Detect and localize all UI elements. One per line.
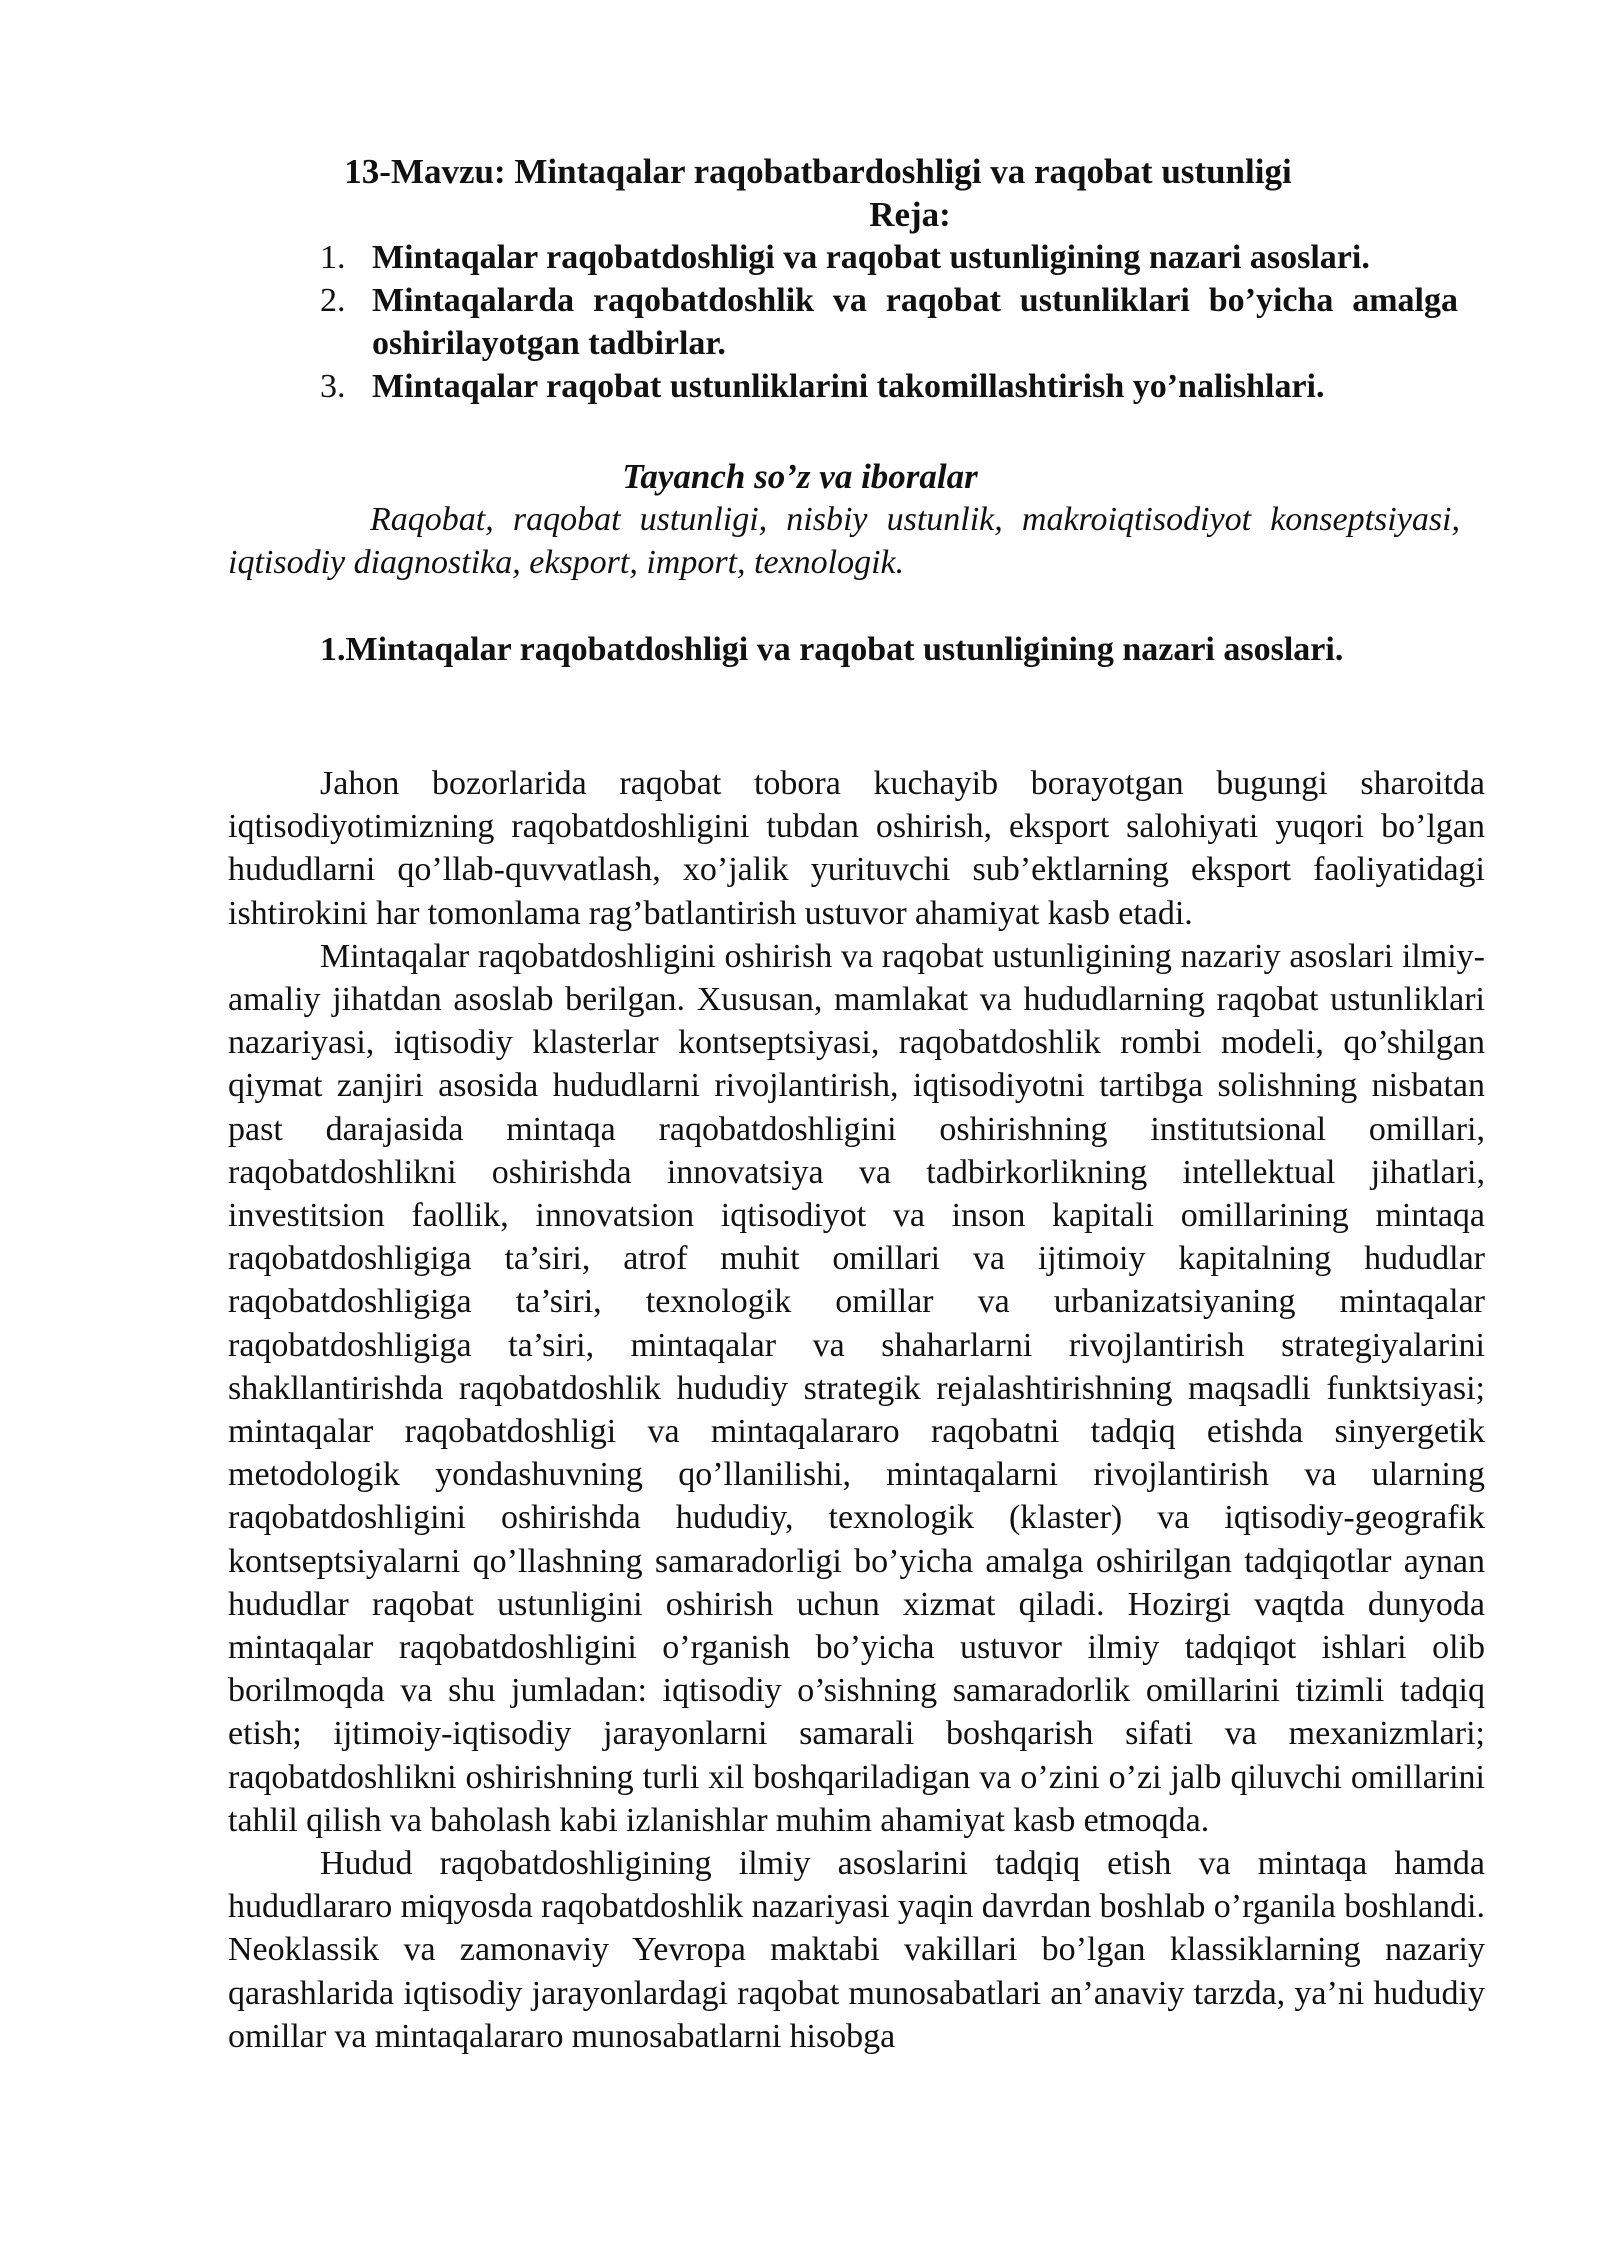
- plan-item-number: 1.: [320, 239, 346, 276]
- plan-item-text: Mintaqalar raqobatdoshligi va raqobat ustunligining nazari asoslari.: [372, 239, 1370, 276]
- plan-item-text: Mintaqalarda raqobatdoshlik va raqobat ustunliklari bo’yicha amalga oshirilayotgan tadbirlar.: [372, 282, 1458, 362]
- paragraph: Mintaqalar raqobatdoshligini oshirish va raqobat ustunligining nazariy asoslari ilmiy-amaliy jihatdan asoslab berilgan. Xususan, mamlakat va hududlarning raqobat ustunliklari nazariyasi, iqtisodiy klasterlar kontseptsiyasi, raqobatdoshlik rombi modeli, qo’shilgan qiymat zanjiri asosida hududlarni rivojlantirish, iqtisodiyotni tartibga solishning nisbatan past darajasida mintaqa raqobatdoshligini oshirishning institutsional omillari, raqobatdoshlikni oshirishda innovatsiya va tadbirkorlikning intellektual jihatlari, investitsion faollik, innovatsion iqtisodiyot va inson kapitali omillarining mintaqa raqobatdoshligiga ta’siri, atrof muhit omillari va ijtimoiy kapitalning hududlar raqobatdoshligiga ta’siri, texnologik omillar va urbanizatsiyaning mintaqalar raqobatdoshligiga ta’siri, mintaqalar va shaharlarni rivojlantirish strategiyalarini shakllantirishda raqobatdoshlik hududiy strategik rejalashtirishning maqsadli funktsiyasi; mintaqalar raqobatdoshligi va mintaqalararo raqobatni tadqiq etishda sinyergetik metodologik yondashuvning qo’llanilishi, mintaqalarni rivojlantirish va ularning raqobatdoshligini oshirishda hududiy, texnologik (klaster) va iqtisodiy-geografik kontseptsiyalarni qo’llashning samaradorligi bo’yicha amalga oshirilgan tadqiqotlar aynan hududlar raqobat ustunligini oshirish uchun xizmat qiladi. Hozirgi vaqtda dunyoda mintaqalar raqobatdoshligini o’rganish bo’yicha ustuvor ilmiy tadqiqot ishlari olib borilmoqda va shu jumladan: iqtisodiy o’sishning samaradorlik omillarini tizimli tadqiq etish; ijtimoiy-iqtisodiy jarayonlarni samarali boshqarish sifati va mexanizmlari; raqobatdoshlikni oshirishning turli xil boshqariladigan va o’zini o’zi jalb qiluvchi omillarini tahlil qilish va baholash kabi izlanishlar muhim ahamiyat kasb etmoqda.: [228, 937, 1485, 1839]
- keywords-heading: Tayanch so’z va iboralar: [622, 457, 978, 496]
- plan-item-number: 3.: [320, 368, 346, 405]
- page-title: 13-Mavzu: Mintaqalar raqobatbardoshligi va raqobat ustunligi: [344, 152, 1292, 191]
- keywords-text: Raqobat, raqobat ustunligi, nisbiy ustunlik, makroiqtisodiyot konseptsiyasi, iqtisodiy diagnostika, eksport, import, texnologik.: [228, 501, 1460, 581]
- plan-item-text: Mintaqalar raqobat ustunliklarini takomillashtirish yo’nalishlari.: [372, 368, 1325, 405]
- plan-item: [0, 236, 1600, 279]
- plan-list: [0, 236, 1600, 408]
- body-text: [228, 762, 1485, 2058]
- paragraph: Hudud raqobatdoshligining ilmiy asoslarini tadqiq etish va mintaqa hamda hududlararo miqyosda raqobatdoshlik nazariyasi yaqin davrdan boshlab o’rganila boshlandi. Neoklassik va zamonaviy Yevropa maktabi vakillari bo’lgan klassiklarning nazariy qarashlarida iqtisodiy jarayonlardagi raqobat munosabatlari an’anaviy tarzda, ya’ni hududiy omillar va mintaqalararo munosabatlarni hisobga: [228, 1845, 1485, 2055]
- plan-item: [0, 279, 1600, 365]
- plan-item-number: 2.: [320, 282, 346, 319]
- plan-heading: Reja:: [869, 195, 951, 234]
- paragraph: Jahon bozorlarida raqobat tobora kuchayib borayotgan bugungi sharoitda iqtisodiyotimizning raqobatdoshligini tubdan oshirish, eksport salohiyati yuqori bo’lgan hududlarni qo’llab-quvvatlash, xo’jalik yurituvchi sub’ektlarning eksport faoliyatidagi ishtirokini har tomonlama rag’batlantirish ustuvor ahamiyat kasb etadi.: [228, 765, 1485, 932]
- plan-item: [0, 365, 1600, 408]
- section-heading: 1.Mintaqalar raqobatdoshligi va raqobat ustunligining nazari asoslari.: [320, 631, 1344, 668]
